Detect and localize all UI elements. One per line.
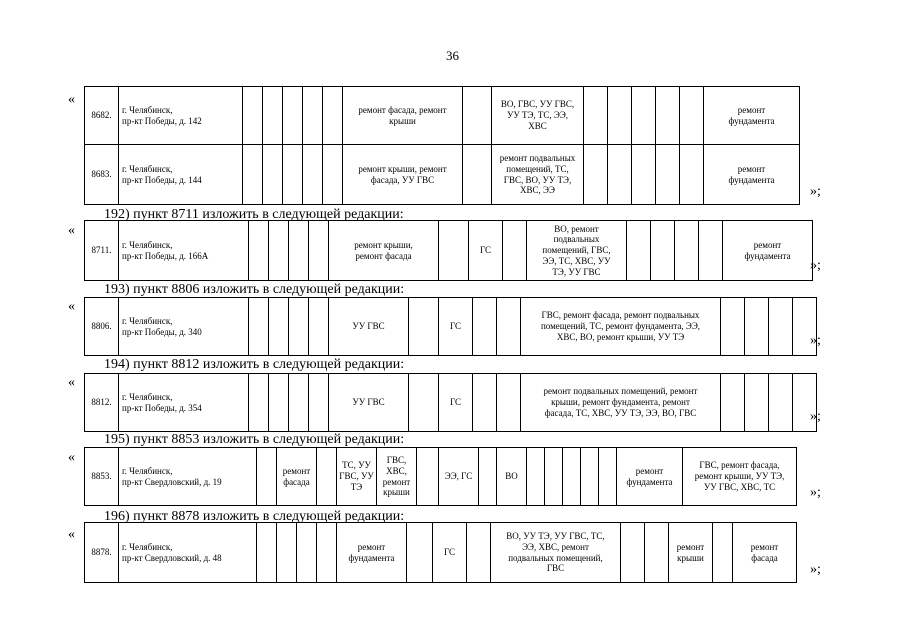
table-cell xyxy=(263,87,283,145)
table-cell xyxy=(249,221,269,281)
table-cell xyxy=(323,87,343,145)
table-cell: ремонт крыши, ремонт фасада xyxy=(329,221,439,281)
table-cell: ГС xyxy=(439,374,473,432)
table-cell: ГС xyxy=(433,523,467,583)
table-cell xyxy=(289,298,309,356)
table-cell: ремонт фундамента xyxy=(617,448,683,506)
table-cell xyxy=(656,87,680,145)
table-cell: ремонт фундамента xyxy=(723,221,813,281)
row-number: 8812. xyxy=(85,374,119,432)
table-cell xyxy=(257,523,277,583)
open-quote: « xyxy=(68,375,75,390)
table-cell xyxy=(269,221,289,281)
table-cell xyxy=(745,298,769,356)
table-cell xyxy=(249,298,269,356)
close-quote: »; xyxy=(810,333,821,348)
row-number: 8683. xyxy=(85,145,119,205)
table-cell xyxy=(632,145,656,205)
table-cell xyxy=(473,298,497,356)
address: г. Челябинск, пр-кт Победы, д. 166А xyxy=(119,221,249,281)
table-cell xyxy=(721,298,745,356)
table-cell: ремонт подвальных помещений, ТС, ГВС, ВО, УУ ТЭ, ХВС, ЭЭ xyxy=(492,145,584,205)
table-cell: ВО, ремонт подвальных помещений, ГВС, ЭЭ, ТС, ХВС, УУ ТЭ, УУ ГВС xyxy=(527,221,627,281)
table-cell xyxy=(680,145,704,205)
table-cell xyxy=(243,145,263,205)
table-cell xyxy=(581,448,599,506)
table-cell xyxy=(277,523,297,583)
table-cell xyxy=(297,523,317,583)
table-cell: ГС xyxy=(469,221,503,281)
table-cell xyxy=(317,523,337,583)
table-cell xyxy=(289,374,309,432)
table-cell: ТС, УУ ГВС, УУ ТЭ xyxy=(337,448,377,506)
row-number: 8878. xyxy=(85,523,119,583)
table-cell xyxy=(409,298,439,356)
table-cell: ГВС, ХВС, ремонт крыши xyxy=(377,448,417,506)
table-cell xyxy=(680,87,704,145)
table-block-8806 xyxy=(84,297,817,356)
table-cell xyxy=(651,221,675,281)
table-cell xyxy=(263,145,283,205)
table-cell xyxy=(545,448,563,506)
row-number: 8682. xyxy=(85,87,119,145)
table-cell xyxy=(503,221,527,281)
instruction-195: 195) пункт 8853 изложить в следующей редакции: xyxy=(104,432,405,447)
table-cell xyxy=(563,448,581,506)
table-cell xyxy=(269,298,289,356)
table-cell xyxy=(249,374,269,432)
table-block-8853 xyxy=(84,447,797,506)
table-cell xyxy=(439,221,469,281)
table-cell xyxy=(656,145,680,205)
table-cell xyxy=(621,523,645,583)
close-quote: »; xyxy=(810,562,821,577)
row-number: 8853. xyxy=(85,448,119,506)
table-cell: ремонт фасада xyxy=(733,523,797,583)
open-quote: « xyxy=(68,299,75,314)
table-cell xyxy=(323,145,343,205)
instruction-192: 192) пункт 8711 изложить в следующей редакции: xyxy=(104,207,404,222)
table-cell: ремонт крыши, ремонт фасада, УУ ГВС xyxy=(343,145,463,205)
address: г. Челябинск, пр-кт Победы, д. 354 xyxy=(119,374,249,432)
table-cell xyxy=(479,448,497,506)
table-cell xyxy=(699,221,723,281)
page-number: 36 xyxy=(446,48,459,63)
table-block-8878 xyxy=(84,522,797,583)
table-cell: ВО, ГВС, УУ ГВС, УУ ТЭ, ТС, ЭЭ, ХВС xyxy=(492,87,584,145)
table-cell: ремонт фундамента xyxy=(704,145,800,205)
address: г. Челябинск, пр-кт Победы, д. 144 xyxy=(119,145,243,205)
close-quote: »; xyxy=(810,258,821,273)
close-quote: »; xyxy=(810,409,821,424)
table-cell xyxy=(283,145,303,205)
table-cell xyxy=(769,374,793,432)
table-cell xyxy=(584,87,608,145)
table-cell xyxy=(497,374,521,432)
table-cell xyxy=(713,523,733,583)
table-cell xyxy=(627,221,651,281)
row-number: 8806. xyxy=(85,298,119,356)
close-quote: »; xyxy=(810,184,821,199)
table-cell xyxy=(289,221,309,281)
instruction-193: 193) пункт 8806 изложить в следующей редакции: xyxy=(104,282,405,297)
table-cell xyxy=(417,448,439,506)
table-cell xyxy=(309,298,329,356)
table-block-8682 xyxy=(84,86,800,205)
table-cell: ЭЭ, ГС xyxy=(439,448,479,506)
table-cell xyxy=(769,298,793,356)
table-cell xyxy=(309,374,329,432)
table-cell xyxy=(317,448,337,506)
table-cell xyxy=(243,87,263,145)
table-cell: ГС xyxy=(439,298,473,356)
table-cell xyxy=(257,448,277,506)
table-cell xyxy=(473,374,497,432)
table-cell xyxy=(645,523,669,583)
address: г. Челябинск, пр-кт Свердловский, д. 48 xyxy=(119,523,257,583)
table-cell xyxy=(283,87,303,145)
table-cell: УУ ГВС xyxy=(329,374,409,432)
table-cell xyxy=(407,523,433,583)
table-cell xyxy=(269,374,289,432)
table-block-8812 xyxy=(84,373,817,432)
open-quote: « xyxy=(68,92,75,107)
table-cell xyxy=(467,523,491,583)
open-quote: « xyxy=(68,450,75,465)
table-cell xyxy=(745,374,769,432)
instruction-196: 196) пункт 8878 изложить в следующей редакции: xyxy=(104,509,405,524)
table-cell xyxy=(608,145,632,205)
table-cell xyxy=(599,448,617,506)
table-cell: УУ ГВС xyxy=(329,298,409,356)
table-cell xyxy=(497,298,521,356)
table-cell: ремонт фасада, ремонт крыши xyxy=(343,87,463,145)
address: г. Челябинск, пр-кт Свердловский, д. 19 xyxy=(119,448,257,506)
table-cell xyxy=(303,145,323,205)
address: г. Челябинск, пр-кт Победы, д. 340 xyxy=(119,298,249,356)
close-quote: »; xyxy=(810,485,821,500)
row-number: 8711. xyxy=(85,221,119,281)
table-cell xyxy=(463,145,492,205)
table-cell: ВО xyxy=(497,448,527,506)
address: г. Челябинск, пр-кт Победы, д. 142 xyxy=(119,87,243,145)
table-cell xyxy=(527,448,545,506)
table-cell: ремонт фундамента xyxy=(337,523,407,583)
table-cell xyxy=(303,87,323,145)
table-cell xyxy=(632,87,656,145)
table-cell: ВО, УУ ТЭ, УУ ГВС, ТС, ЭЭ, ХВС, ремонт подвальных помещений, ГВС xyxy=(491,523,621,583)
table-cell: ремонт фасада xyxy=(277,448,317,506)
table-cell xyxy=(309,221,329,281)
table-cell xyxy=(584,145,608,205)
instruction-194: 194) пункт 8812 изложить в следующей редакции: xyxy=(104,357,405,372)
table-cell xyxy=(608,87,632,145)
open-quote: « xyxy=(68,527,75,542)
table-cell: ремонт фундамента xyxy=(704,87,800,145)
table-cell: ГВС, ремонт фасада, ремонт крыши, УУ ТЭ, УУ ГВС, ХВС, ТС xyxy=(683,448,797,506)
table-cell xyxy=(675,221,699,281)
table-cell xyxy=(463,87,492,145)
open-quote: « xyxy=(68,223,75,238)
table-cell: ремонт подвальных помещений, ремонт крыши, ремонт фундамента, ремонт фасада, ТС, ХВС, УУ ТЭ, ЭЭ, ВО, ГВС xyxy=(521,374,721,432)
table-cell: ГВС, ремонт фасада, ремонт подвальных помещений, ТС, ремонт фундамента, ЭЭ, ХВС, ВО, ремонт крыши, УУ ТЭ xyxy=(521,298,721,356)
table-cell xyxy=(721,374,745,432)
table-cell xyxy=(409,374,439,432)
table-block-8711 xyxy=(84,220,813,281)
table-cell: ремонт крыши xyxy=(669,523,713,583)
